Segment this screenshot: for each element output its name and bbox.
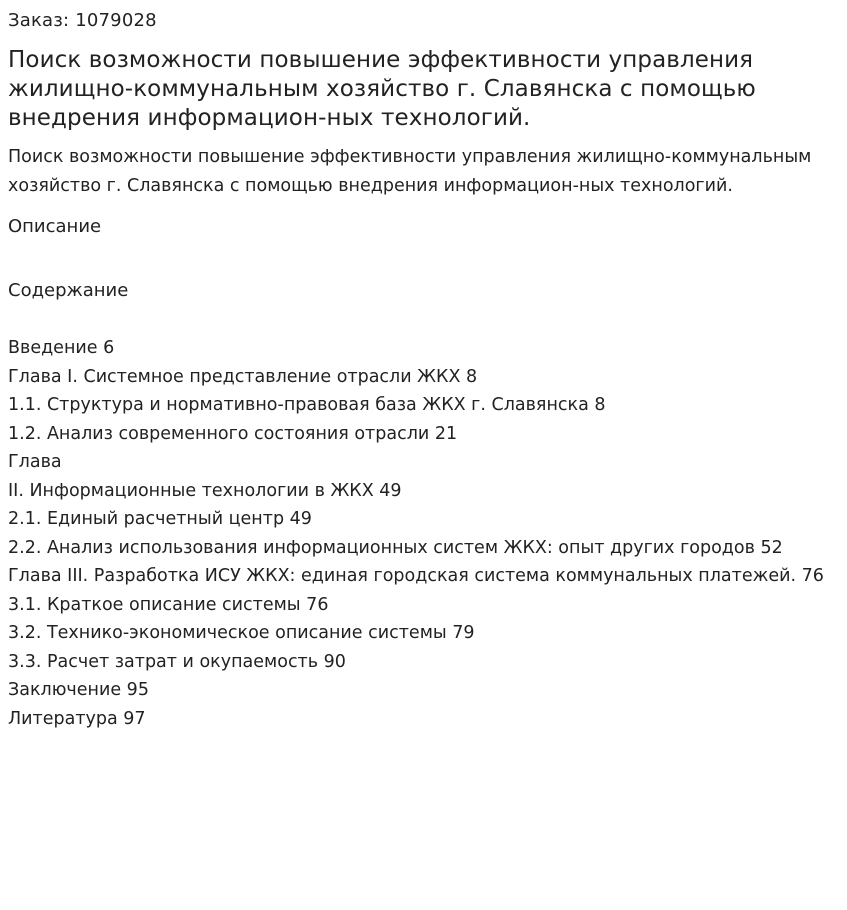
toc-item: Глава <box>8 452 62 472</box>
description-heading: Описание <box>8 216 102 237</box>
table-of-contents <box>8 334 839 733</box>
toc-item: II. Информационные технологии в ЖКХ 49 <box>8 480 402 501</box>
toc-item: Глава I. Системное представление отрасли ЖКХ 8 <box>8 366 478 387</box>
document-subtitle: Поиск возможности повышение эффективности управления жилищно-коммунальным хозяйство г. Славянска с помощью внедрения информацион-ных технологий. <box>8 147 812 196</box>
toc-item: 2.1. Единый расчетный центр 49 <box>8 509 312 529</box>
toc-item: Заключение 95 <box>8 680 149 700</box>
toc-item: 3.2. Технико-экономическое описание системы 79 <box>8 623 475 643</box>
toc-item: 3.3. Расчет затрат и окупаемость 90 <box>8 651 346 672</box>
toc-item: Введение 6 <box>8 338 115 358</box>
toc-item: 2.2. Анализ использования информационных систем ЖКХ: опыт других городов 52 <box>8 537 783 558</box>
toc-item: Глава III. Разработка ИСУ ЖКХ: единая городская система коммунальных платежей. 76 <box>8 566 824 586</box>
toc-item: 1.2. Анализ современного состояния отрасли 21 <box>8 423 458 444</box>
toc-item: 1.1. Структура и нормативно-правовая база ЖКХ г. Славянска 8 <box>8 395 606 415</box>
document-title: Поиск возможности повышение эффективности управления жилищно-коммунальным хозяйство г. Славянска с помощью внедрения информацион-ных технологий. <box>8 47 756 131</box>
order-number: Заказ: 1079028 <box>8 10 157 31</box>
toc-item: 3.1. Краткое описание системы 76 <box>8 594 329 615</box>
contents-heading: Содержание <box>8 280 129 301</box>
toc-item: Литература 97 <box>8 708 146 729</box>
